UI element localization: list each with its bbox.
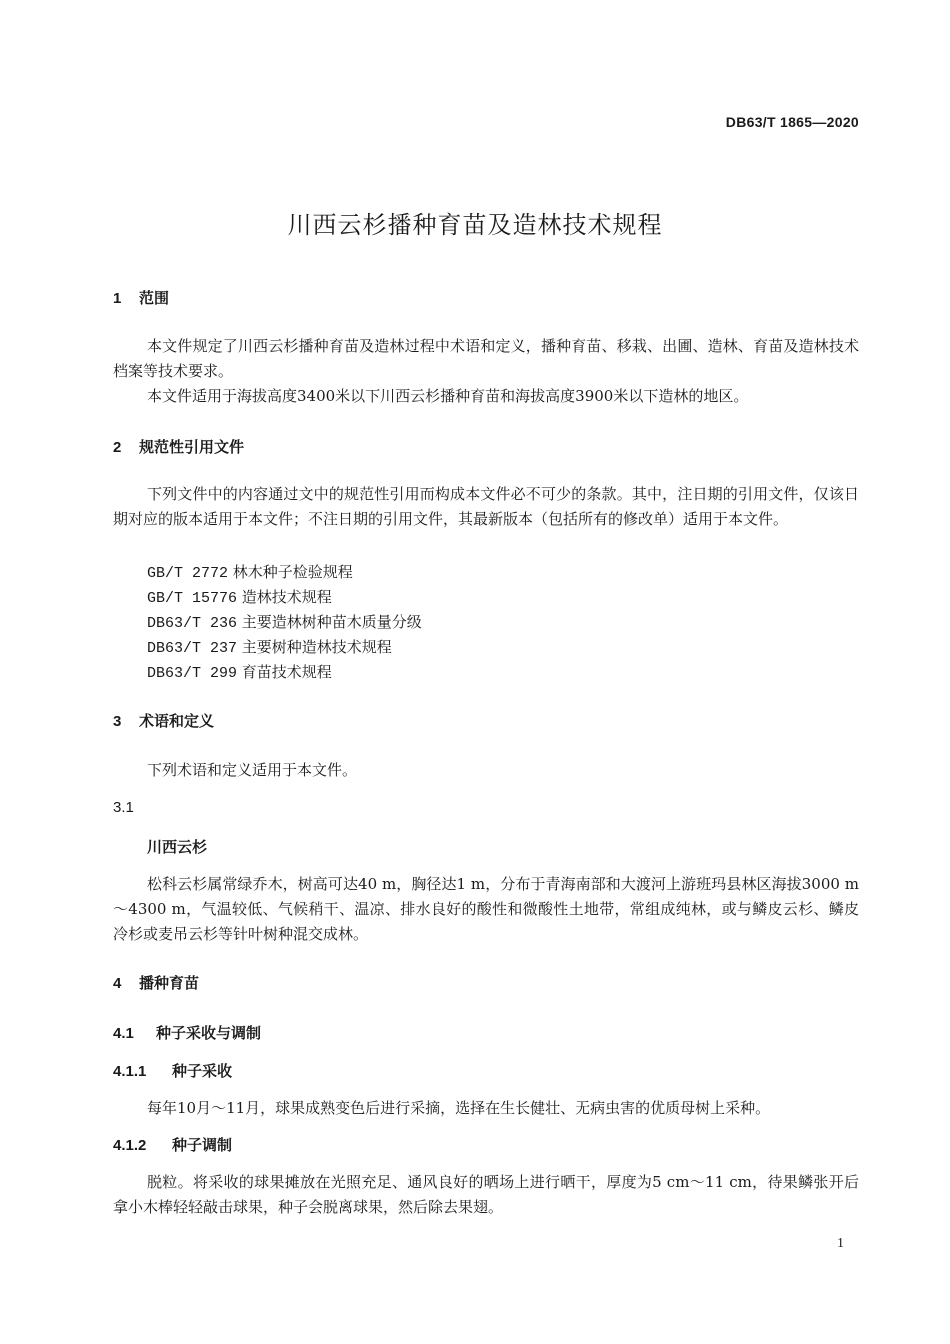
section-title: 术语和定义 (139, 712, 215, 730)
paragraph: 下列术语和定义适用于本文件。 (147, 761, 358, 779)
section-number: 4.1.1 (113, 1063, 147, 1080)
reference-item (147, 661, 332, 682)
reference-item (147, 611, 422, 632)
section-title: 种子采收与调制 (156, 1024, 262, 1042)
section-title: 种子采收 (172, 1062, 233, 1080)
reference-item (147, 586, 332, 607)
reference-code: DB63/T 236 (147, 615, 238, 632)
reference-name: 造林技术规程 (241, 588, 332, 606)
section-title: 播种育苗 (139, 974, 200, 992)
paragraph: 脱粒。将采收的球果摊放在光照充足、通风良好的晒场上进行晒干，厚度为5 cm～11 cm，待果鳞张开后拿小木棒轻轻敲击球果，种子会脱离球果，然后除去果翅。 (113, 1173, 859, 1216)
section-3-heading (113, 710, 214, 731)
document-title: 川西云杉播种育苗及造林技术规程 (287, 211, 663, 239)
reference-code: DB63/T 237 (147, 640, 238, 657)
paragraph: 本文件适用于海拔高度3400米以下川西云杉播种育苗和海拔高度3900米以下造林的地区。 (147, 387, 749, 405)
term-name: 川西云杉 (147, 838, 208, 856)
reference-name: 林木种子检验规程 (232, 563, 353, 581)
section-title: 种子调制 (172, 1136, 233, 1154)
section-number: 2 (113, 439, 122, 456)
subsection-4-1-heading (113, 1022, 261, 1043)
section-number: 4 (113, 975, 122, 992)
section-title: 范围 (139, 289, 170, 307)
reference-name: 育苗技术规程 (241, 663, 332, 681)
subsection-4-1-2-heading (113, 1134, 232, 1155)
section-1-heading (113, 287, 169, 308)
reference-item (147, 636, 392, 657)
subsection-number: 3.1 (113, 799, 134, 816)
section-number: 3 (113, 713, 122, 730)
section-4-heading (113, 972, 199, 993)
section-2-heading (113, 436, 244, 457)
reference-item (147, 561, 353, 582)
reference-name: 主要造林树种苗木质量分级 (241, 613, 422, 631)
section-number: 4.1 (113, 1025, 134, 1042)
section-number: 4.1.2 (113, 1137, 147, 1154)
subsection-4-1-1-heading (113, 1060, 232, 1081)
paragraph: 下列文件中的内容通过文中的规范性引用而构成本文件必不可少的条款。其中，注日期的引用文件，仅该日期对应的版本适用于本文件；不注日期的引用文件，其最新版本（包括所有的修改单）适用于本文件。 (113, 485, 859, 528)
section-number: 1 (113, 290, 122, 307)
page-number: 1 (837, 1236, 844, 1251)
section-title: 规范性引用文件 (139, 438, 245, 456)
reference-name: 主要树种造林技术规程 (241, 638, 392, 656)
reference-code: GB/T 2772 (147, 565, 229, 582)
reference-code: GB/T 15776 (147, 590, 238, 607)
reference-code: DB63/T 299 (147, 665, 238, 682)
paragraph: 本文件规定了川西云杉播种育苗及造林过程中术语和定义，播种育苗、移栽、出圃、造林、育苗及造林技术档案等技术要求。 (113, 337, 859, 380)
term-definition: 松科云杉属常绿乔木，树高可达40 m，胸径达1 m，分布于青海南部和大渡河上游班玛县林区海拔3000 m～4300 m，气温较低、气候稍干、温凉、排水良好的酸性和微酸性土地带，常组成纯林，或与鳞皮云杉、鳞皮冷杉或麦吊云杉等针叶树种混交成林。 (113, 875, 859, 943)
standard-code: DB63/T 1865—2020 (725, 114, 859, 130)
paragraph: 每年10月～11月，球果成熟变色后进行采摘，选择在生长健壮、无病虫害的优质母树上采种。 (147, 1099, 771, 1117)
